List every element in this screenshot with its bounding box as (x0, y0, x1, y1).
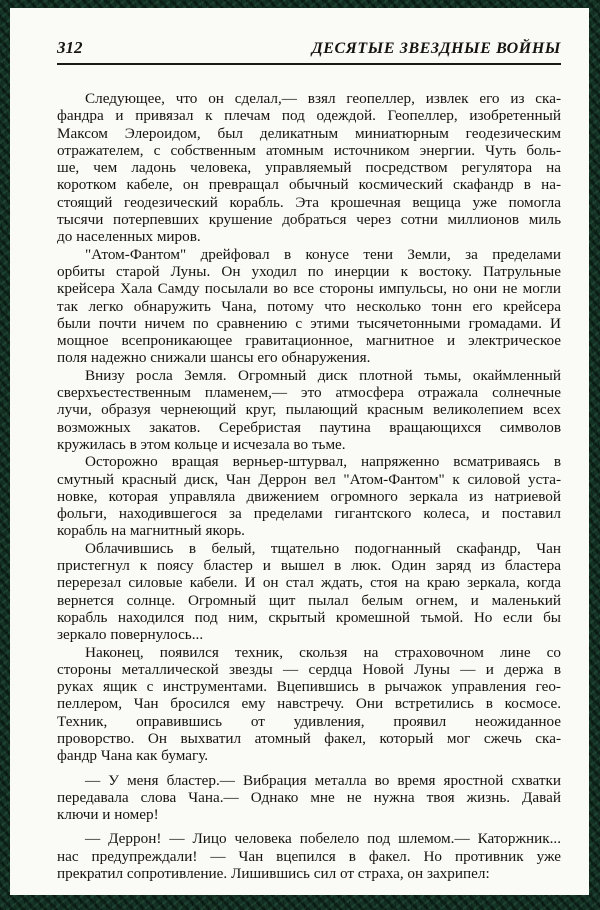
text-line: стороны металлической звезды — сердца Новой Луны — и держа в (57, 660, 561, 678)
text-line: пристегнул к поясу бластер и вышел в люк. Один заряд из бластера (57, 557, 561, 575)
text-line: сверхъестественным пламенем,— это атмосфера отражала солнечные (57, 384, 561, 402)
text-line: кружилась в этом кольце и исчезала во тьме. (57, 435, 346, 453)
text-line: пеллером, Чан бросился ему навстречу. Они встретились в космосе. (57, 695, 561, 713)
text-line: Внизу росла Земля. Огромный диск плотной тьмы, окаймленный (85, 366, 561, 384)
text-line: Наконец, появился техник, скользя на страховочном лине со (85, 643, 561, 661)
dialogue-paragraph (57, 772, 561, 824)
text-line: стоящий геодезический корабль. Эта крошечная вещица уже помогла (57, 193, 561, 211)
text-line: Осторожно вращая верньер-штурвал, напряженно всматриваясь в (85, 453, 561, 471)
text-line: смутный красный диск, Чан Деррон вел "Атом-Фантом" к силовой уста- (57, 470, 561, 488)
text-paragraph (57, 246, 561, 367)
text-paragraph (57, 90, 561, 246)
text-line: мощное всепроникающее гравитационное, магнитное и электрическое (57, 332, 561, 350)
body-text (57, 90, 561, 882)
text-line: Техник, оправившись от удивления, проявил неожиданное (57, 712, 561, 730)
page-number: 312 (57, 38, 83, 57)
text-line: новке, которая управляла движением огромного зеркала из натриевой (57, 487, 561, 505)
text-line: Следующее, что он сделал,— взял геопеллер, извлек его из ска- (85, 90, 561, 107)
running-title: ДЕСЯТЫЕ ЗВЕЗДНЫЕ ВОЙНЫ (311, 40, 561, 57)
text-line: зеркало повернулось... (57, 626, 204, 644)
text-line: ключи и номер! (57, 806, 159, 824)
header-rule (57, 63, 561, 65)
text-line: орбиты старой Луны. Он уходил по инерции к востоку. Патрульные (57, 262, 561, 280)
text-line: коротком кабеле, он превращал обычный космический скафандр в на- (57, 176, 561, 194)
text-line: Облачившись в белый, тщательно подогнанный скафандр, Чан (85, 539, 561, 557)
text-line: поля надежно снижали шансы его обнаружения. (57, 349, 371, 367)
text-line: руках ящик с инструментами. Вцепившись в рычажок управления гео- (57, 678, 561, 696)
text-line: Максом Элероидом, был деликатным миниатюрным геодезическим (57, 124, 561, 142)
text-paragraph (57, 644, 561, 765)
text-line: — У меня бластер.— Вибрация металла во время яростной схватки (85, 771, 561, 789)
dialogue-paragraph (57, 830, 561, 882)
text-line: тысячи потерпевших крушение добраться через сотни миллионов миль (57, 211, 561, 229)
page-header (57, 38, 561, 58)
text-line: — Деррон! — Лицо человека побелело под шлемом.— Каторжник... (85, 830, 561, 848)
text-line: до населенных миров. (57, 228, 201, 246)
text-line: фандр Чана как бумагу. (57, 747, 209, 765)
text-line: фандра и привязал к плечам под одеждой. Геопеллер, изобретенный (57, 107, 561, 125)
text-paragraph (57, 540, 561, 644)
text-line: были почти ничем по сравнению с этими тысячетонными громадами. И (57, 314, 561, 332)
text-line: так легко обнаружить Чана, потому что несколько тонн его крейсера (57, 297, 561, 315)
text-line: возможных закатов. Серебристая паутина вращающихся символов (57, 418, 561, 436)
text-line: лучи, образуя чернеющий круг, пылающий красным великолепием всех (57, 401, 561, 419)
text-line: вернется солнце. Огромный щит пылал белым огнем, и маленький (57, 591, 561, 609)
text-paragraph (57, 367, 561, 453)
text-line: фольги, находившегося за пределами гигантского колеса, и поставил (57, 505, 561, 523)
text-line: корабль находился под ним, скрытый кромешной тьмой. Но если бы (57, 608, 561, 626)
book-page (10, 8, 589, 895)
text-line: прекратил сопротивление. Лишившись сил от страха, он захрипел: (57, 865, 490, 883)
text-line: крейсера Хала Самду посылали во все стороны импульсы, но они не могли (57, 280, 561, 298)
text-line: "Атом-Фантом" дрейфовал в конусе тени Земли, за пределами (85, 245, 561, 263)
text-line: проворство. Он выхватил атомный факел, который мог сжечь ска- (57, 729, 561, 747)
text-line: корабль на магнитный якорь. (57, 522, 245, 540)
text-line: передавала слова Чана.— Однако мне не нужна твоя жизнь. Давай (57, 788, 561, 806)
text-line: ше, чем ладонь человека, управляемый посредством регулятора на (57, 159, 561, 177)
text-line: отражателем, с собственным атомным источником энергии. Чуть боль- (57, 141, 561, 159)
text-paragraph (57, 453, 561, 539)
text-line: нас предупреждали! — Чан вцепился в факел. Но противник уже (57, 847, 561, 865)
text-line: перерезал силовые кабели. И он стал ждать, стоя на краю зеркала, когда (57, 574, 561, 592)
